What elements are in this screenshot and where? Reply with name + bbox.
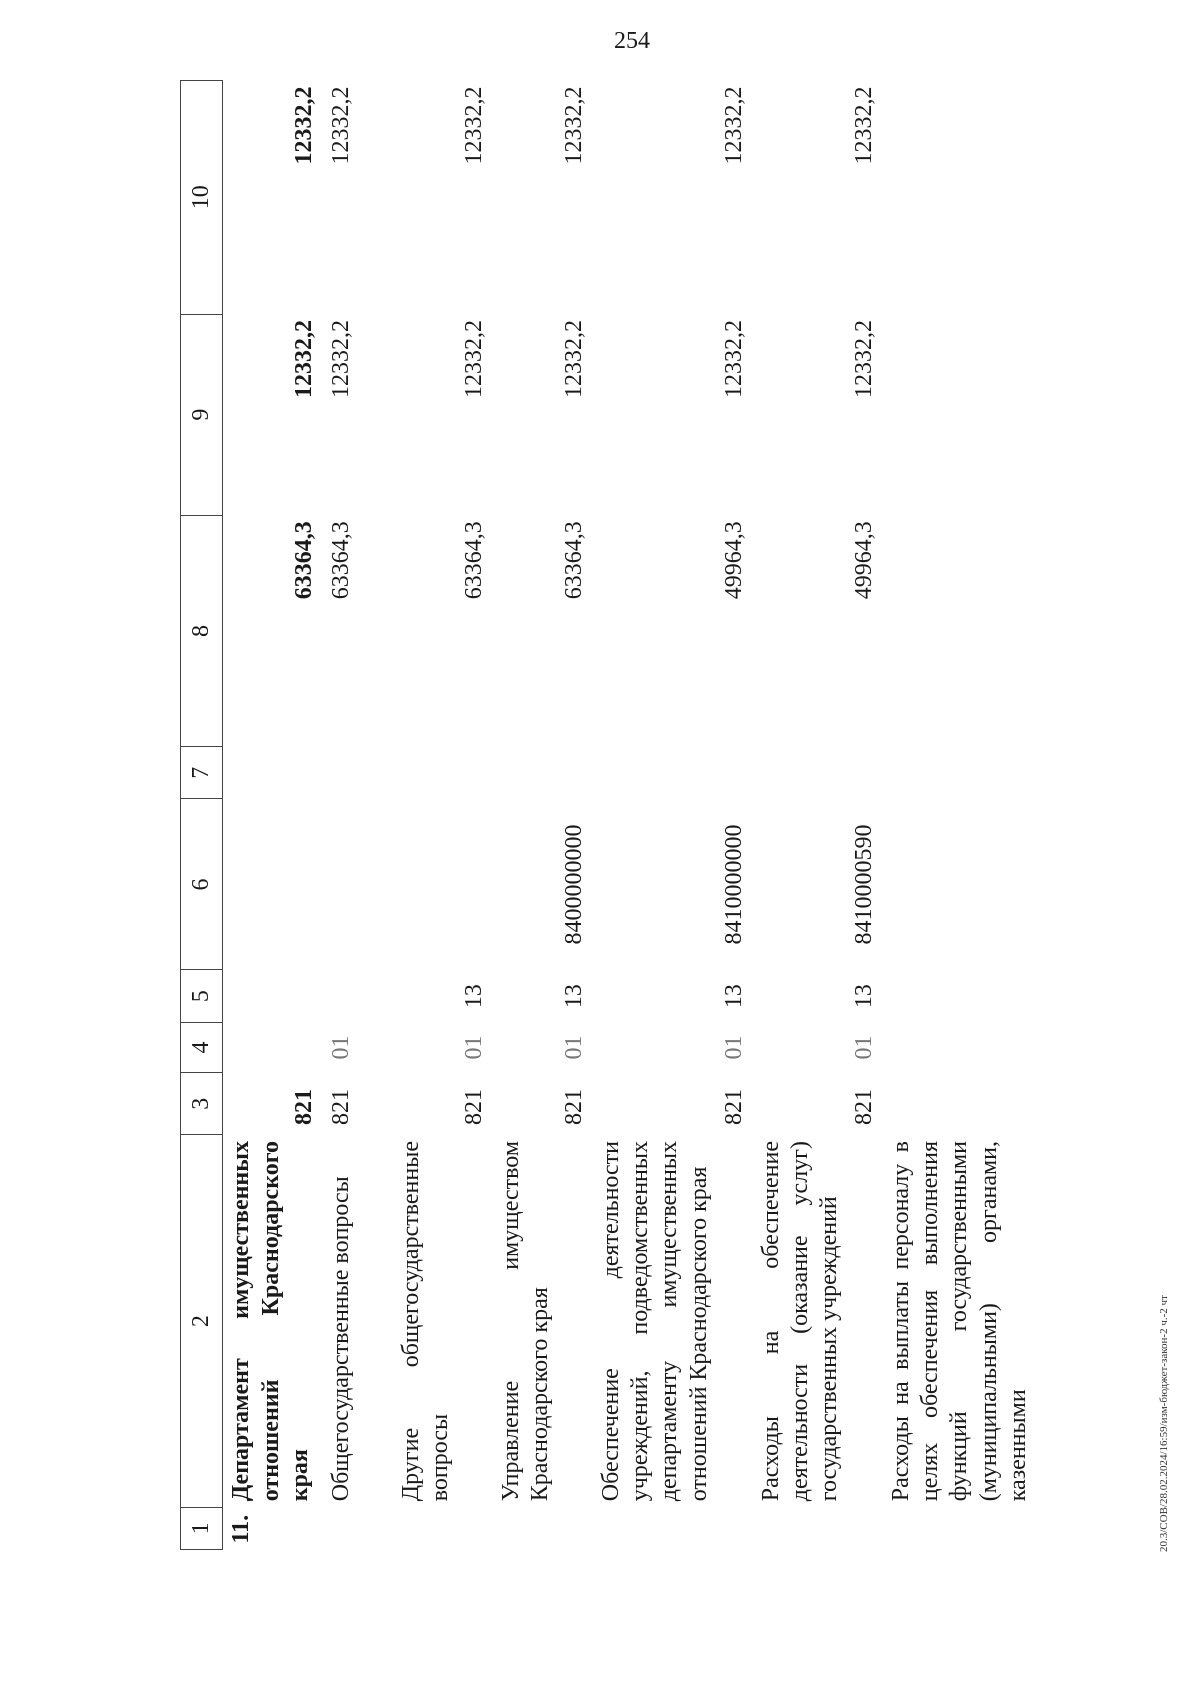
code-ministry — [883, 1073, 1037, 1135]
table-row — [223, 81, 323, 1550]
code-ministry: 821 — [720, 1088, 747, 1125]
amount-col-9 — [883, 314, 1037, 515]
code-section: 01 — [560, 1035, 587, 1060]
code-subsection: 13 — [560, 984, 587, 1009]
row-name: Управление имуществом Краснодарского края — [497, 1140, 554, 1502]
code-target: 8410000590 — [850, 824, 877, 945]
row-name: Расходы на выплаты персоналу в целях обеспечения выполнения функций государственными (муниципальными) органами, казенными — [887, 1140, 1031, 1502]
row-name: Расходы на обеспечение деятельности (оказание услуг) государственных учреждений — [757, 1140, 843, 1502]
amount-col-10: 12332,2 — [460, 86, 487, 165]
amount-col-9: 12332,2 — [460, 320, 487, 399]
code-expense-type — [883, 747, 1037, 799]
code-ministry: 821 — [560, 1088, 587, 1125]
code-ministry: 821 — [290, 1088, 317, 1125]
row-name: Департамент имущественных отношений Краснодарского края — [228, 1140, 313, 1502]
header-col-9: 9 — [181, 314, 223, 515]
amount-col-8: 63364,3 — [327, 521, 354, 600]
code-section — [883, 1022, 1037, 1072]
row-number — [323, 1507, 393, 1549]
code-section: 01 — [720, 1035, 747, 1060]
header-col-5: 5 — [181, 970, 223, 1022]
footer-code-text: 20.3/СОВ/28.02.2024/16:59/изм-бюджет-закон-2 ч.-2 чт — [1158, 1295, 1170, 1552]
amount-col-8: 49964,3 — [850, 521, 877, 600]
amount-col-9: 12332,2 — [327, 320, 354, 399]
code-section: 01 — [327, 1035, 354, 1060]
amount-col-9: 12332,2 — [560, 320, 587, 399]
code-section: 01 — [850, 1035, 877, 1060]
amount-col-10: 12332,2 — [560, 86, 587, 165]
code-section: 01 — [460, 1035, 487, 1060]
amount-col-9: 12332,2 — [850, 320, 877, 399]
code-expense-type — [393, 747, 493, 799]
code-subsection — [223, 970, 323, 1022]
code-expense-type — [493, 747, 593, 799]
table-row — [883, 81, 1037, 1550]
code-ministry: 821 — [460, 1088, 487, 1125]
code-subsection — [323, 970, 393, 1022]
table-row — [493, 81, 593, 1550]
amount-col-8: 63364,3 — [560, 521, 587, 600]
code-expense-type — [593, 747, 753, 799]
amount-col-9: 12332,2 — [720, 320, 747, 399]
amount-col-8: 63364,3 — [290, 521, 317, 600]
row-number — [883, 1507, 1037, 1549]
code-ministry: 821 — [327, 1088, 354, 1125]
code-expense-type — [323, 747, 393, 799]
header-col-4: 4 — [181, 1022, 223, 1072]
header-col-2: 2 — [181, 1135, 223, 1507]
budget-table-container — [180, 80, 1031, 1550]
code-target: 8400000000 — [560, 824, 587, 945]
amount-col-8: 49964,3 — [720, 521, 747, 600]
header-col-6: 6 — [181, 799, 223, 970]
header-col-7: 7 — [181, 747, 223, 799]
amount-col-10: 12332,2 — [327, 86, 354, 165]
code-subsection: 13 — [850, 984, 877, 1009]
code-subsection — [883, 970, 1037, 1022]
table-header-row — [181, 81, 223, 1550]
row-name: Общегосударственные вопросы — [327, 1176, 354, 1502]
table-row — [323, 81, 393, 1550]
table-row — [753, 81, 883, 1550]
code-subsection: 13 — [720, 984, 747, 1009]
row-number — [393, 1507, 493, 1549]
amount-col-10: 12332,2 — [720, 86, 747, 165]
code-target: 8410000000 — [720, 824, 747, 945]
code-ministry: 821 — [850, 1088, 877, 1125]
header-col-10: 10 — [181, 81, 223, 315]
header-col-1: 1 — [181, 1507, 223, 1549]
row-number — [593, 1507, 753, 1549]
amount-col-9: 12332,2 — [290, 320, 317, 399]
row-name: Другие общегосударственные вопросы — [397, 1140, 454, 1502]
code-target — [883, 799, 1037, 970]
amount-col-10: 12332,2 — [850, 86, 877, 165]
row-number — [493, 1507, 593, 1549]
code-target — [393, 799, 493, 970]
code-expense-type — [753, 747, 883, 799]
page-number: 254 — [614, 28, 650, 54]
header-col-3: 3 — [181, 1073, 223, 1135]
budget-table — [180, 80, 1037, 1550]
code-target — [323, 799, 393, 970]
row-number: 11. — [228, 1514, 255, 1544]
amount-col-8 — [883, 515, 1037, 746]
code-expense-type — [223, 747, 323, 799]
row-number — [753, 1507, 883, 1549]
amount-col-10 — [883, 81, 1037, 315]
code-target — [223, 799, 323, 970]
table-row — [393, 81, 493, 1550]
code-subsection: 13 — [460, 984, 487, 1009]
code-section — [223, 1022, 323, 1072]
table-row — [593, 81, 753, 1550]
amount-col-8: 63364,3 — [460, 521, 487, 600]
row-name: Обеспечение деятельности учреждений, подведомственных департаменту имущественных отношений Краснодарского края — [597, 1140, 712, 1502]
header-col-8: 8 — [181, 515, 223, 746]
amount-col-10: 12332,2 — [290, 86, 317, 165]
